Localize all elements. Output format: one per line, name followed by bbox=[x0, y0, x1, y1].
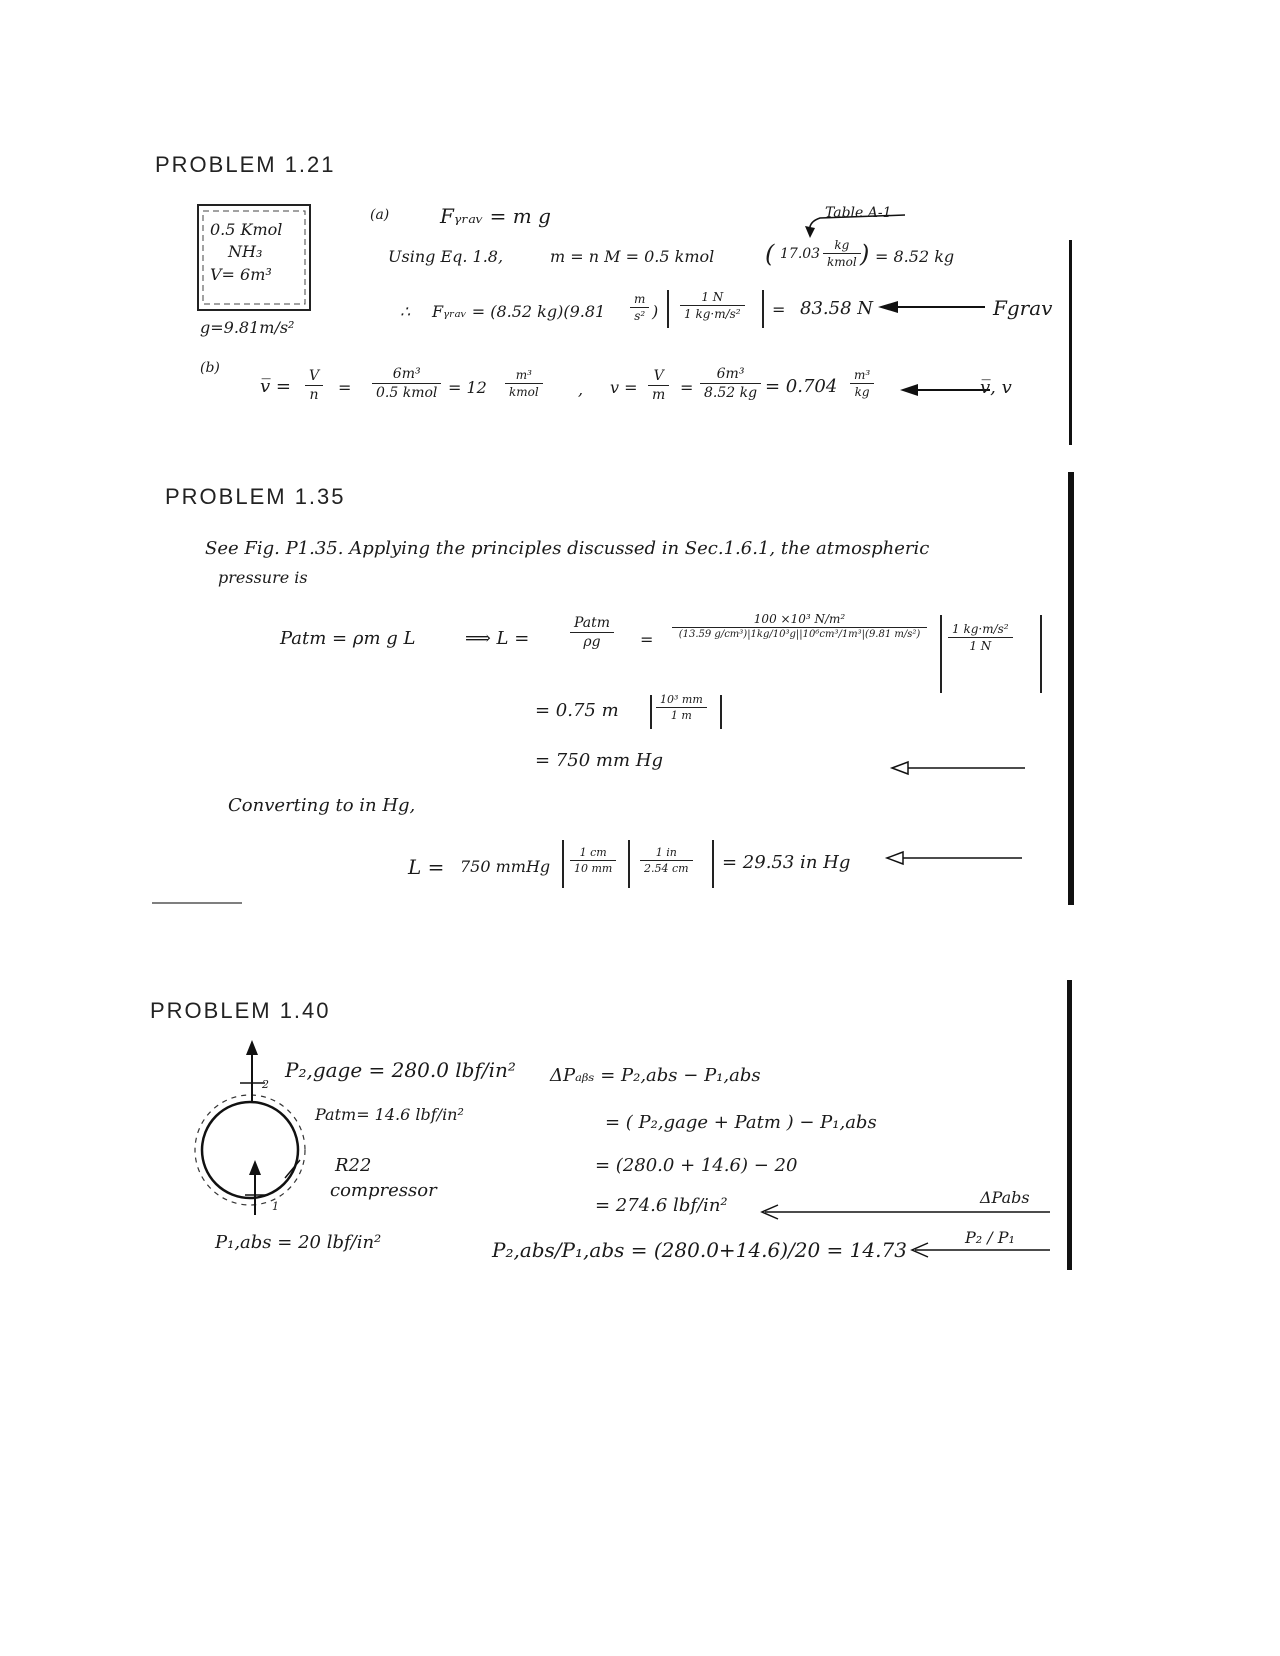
big-fraction bbox=[672, 612, 927, 640]
ratio-equation: P₂,abs/P₁,abs = (280.0+14.6)/20 = 14.73 bbox=[492, 1238, 907, 1262]
molar-mass: 17.03 bbox=[780, 246, 821, 262]
m-unit: m bbox=[630, 292, 649, 308]
six-m3-b: 6m³ bbox=[700, 366, 761, 384]
dp-line-2: = ( P₂,gage + Patm ) − P₁,abs bbox=[605, 1112, 877, 1133]
using-eq: Using Eq. 1.8, bbox=[388, 247, 504, 266]
compressor-circle bbox=[202, 1102, 298, 1198]
state-1-label: 1 bbox=[272, 1200, 279, 1213]
patm-value: Patm= 14.6 lbf/in² bbox=[315, 1105, 464, 1124]
V-over-n bbox=[305, 368, 323, 403]
ratio-answer-label: P₂ / P₁ bbox=[965, 1228, 1015, 1247]
box-amount: 0.5 Kmol bbox=[210, 220, 283, 239]
gravity-value: g=9.81m/s² bbox=[200, 318, 295, 337]
dp-line-1: ΔPₐᵦₛ = P₂,abs − P₁,abs bbox=[550, 1065, 761, 1086]
m-symbol: m bbox=[652, 387, 666, 403]
conv-bar-135-left bbox=[940, 615, 942, 693]
inlet-arrowhead bbox=[249, 1160, 261, 1175]
newton-conv-135 bbox=[948, 622, 1013, 653]
cm-conversion bbox=[570, 846, 616, 875]
therefore-symbol: ∴ bbox=[400, 302, 411, 321]
problem-1-40-title: PROBLEM 1.40 bbox=[150, 998, 331, 1023]
problem-1-35-title: PROBLEM 1.35 bbox=[165, 484, 346, 509]
m3-unit: m³ bbox=[505, 368, 543, 384]
mmhg-arrowhead bbox=[892, 762, 908, 774]
one-n-135: 1 N bbox=[969, 639, 992, 653]
equals-b1: = bbox=[338, 378, 352, 397]
v-answer-label: v̅, v bbox=[980, 377, 1012, 398]
intro-line-2: pressure is bbox=[218, 568, 308, 587]
cm-num: 1 cm bbox=[570, 846, 616, 861]
result-075m: = 0.75 m bbox=[535, 700, 619, 721]
comma-separator: , bbox=[578, 380, 584, 399]
margin-bar-2 bbox=[1068, 472, 1074, 905]
v-fraction bbox=[700, 366, 761, 401]
compressor-label: compressor bbox=[330, 1180, 437, 1201]
equals-135: = bbox=[640, 630, 654, 649]
mm-den: 1 m bbox=[670, 709, 692, 722]
newton-conversion bbox=[680, 290, 745, 321]
mm-num: 10³ mm bbox=[656, 693, 707, 708]
conv-bar-135-right bbox=[1040, 615, 1042, 693]
kg-unit-b: kg bbox=[854, 385, 870, 399]
patm-over-rhog bbox=[570, 615, 614, 650]
mm-conversion bbox=[656, 693, 707, 722]
kg-852: 8.52 kg bbox=[704, 385, 758, 401]
dp-line-3: = (280.0 + 14.6) − 20 bbox=[595, 1155, 798, 1176]
V-over-m bbox=[648, 368, 669, 403]
outlet-arrowhead bbox=[246, 1040, 258, 1055]
box-volume: V= 6m³ bbox=[210, 265, 272, 284]
table-note: Table A-1 bbox=[825, 205, 892, 221]
half-kmol: 0.5 kmol bbox=[376, 385, 438, 401]
V-symbol-2: V bbox=[648, 368, 669, 386]
state-2-label: 2 bbox=[262, 1078, 269, 1091]
in-den: 2.54 cm bbox=[644, 862, 689, 875]
equals-b2: = bbox=[680, 378, 694, 397]
table-arrowhead bbox=[805, 226, 815, 238]
equals-sign: = bbox=[772, 300, 786, 319]
big-numerator: 100 ×10³ N/m² bbox=[672, 612, 927, 628]
v-arrowhead bbox=[900, 384, 918, 396]
problem-1-21-title: PROBLEM 1.21 bbox=[155, 152, 336, 177]
paren-close-2: ) bbox=[652, 302, 659, 321]
p2-gage: P₂,gage = 280.0 lbf/in² bbox=[285, 1058, 516, 1082]
in-bar-right bbox=[712, 840, 714, 888]
converting-text: Converting to in Hg, bbox=[228, 795, 416, 816]
margin-bar-1 bbox=[1069, 240, 1072, 445]
kg-m-s2-135: 1 kg·m/s² bbox=[948, 622, 1013, 638]
dp-answer-label: ΔPabs bbox=[980, 1188, 1030, 1207]
patm-num: Patm bbox=[570, 615, 614, 633]
intro-line-1: See Fig. P1.35. Applying the principles discussed in Sec.1.6.1, the atmospheric bbox=[205, 538, 930, 559]
s2-unit: s² bbox=[634, 309, 646, 323]
cm-bar-left bbox=[562, 840, 564, 888]
paren-open: ( bbox=[765, 240, 775, 268]
in-conversion bbox=[640, 846, 693, 875]
mmhg-value: 750 mmHg bbox=[460, 857, 551, 876]
mm-bar-left bbox=[650, 695, 652, 729]
part-b-label: (b) bbox=[200, 360, 220, 376]
six-m3: 6m³ bbox=[372, 366, 441, 384]
fgrav-arrowhead bbox=[878, 301, 898, 313]
patm-equation: Patm = ρm g L bbox=[280, 628, 416, 649]
compressor-control-surface bbox=[195, 1095, 305, 1205]
v-lhs: v = bbox=[610, 378, 638, 397]
implies-L: ⟹ L = bbox=[465, 628, 530, 649]
accel-units bbox=[630, 292, 649, 323]
vbar-fraction bbox=[372, 366, 441, 401]
cm-den: 10 mm bbox=[574, 862, 613, 875]
result-750mmhg: = 750 mm Hg bbox=[535, 750, 663, 771]
part-a-label: (a) bbox=[370, 207, 390, 223]
rho-g: ρg bbox=[583, 634, 601, 650]
dp-line-4: = 274.6 lbf/in² bbox=[595, 1195, 728, 1216]
kg-m-s2: 1 kg·m/s² bbox=[684, 307, 741, 321]
vbar-result: = 12 bbox=[448, 378, 487, 397]
inhg-arrowhead bbox=[887, 852, 903, 864]
margin-bar-3 bbox=[1067, 980, 1072, 1270]
v-units bbox=[850, 368, 874, 399]
m3-unit-b: m³ bbox=[850, 368, 874, 384]
v-result: = 0.704 bbox=[765, 376, 838, 397]
mm-bar-right bbox=[720, 695, 722, 729]
L-result: = 29.53 in Hg bbox=[722, 852, 851, 873]
r22-pointer bbox=[285, 1160, 300, 1178]
L-equals: L = bbox=[408, 855, 445, 879]
fgrav-equation: Fᵧᵣₐᵥ = m g bbox=[440, 204, 551, 228]
p1-abs: P₁,abs = 20 lbf/in² bbox=[215, 1232, 382, 1253]
big-denominator: (13.59 g/cm³)|1kg/10³g||10⁶cm³/1m³|(9.81 m/s²) bbox=[678, 629, 921, 640]
kmol-unit: kmol bbox=[827, 255, 857, 269]
fgrav-calc: Fᵧᵣₐᵥ = (8.52 kg)(9.81 bbox=[432, 302, 606, 321]
mass-result: = 8.52 kg bbox=[875, 247, 955, 266]
box-substance: NH₃ bbox=[228, 242, 263, 261]
vbar-lhs: v̅ = bbox=[260, 376, 291, 397]
cm-bar-mid bbox=[628, 840, 630, 888]
n-symbol: n bbox=[309, 387, 319, 403]
molar-mass-units bbox=[823, 238, 861, 269]
vbar-units bbox=[505, 368, 543, 399]
paren-close: ) bbox=[860, 240, 870, 268]
fgrav-answer-label: Fgrav bbox=[993, 296, 1053, 320]
one-newton: 1 N bbox=[680, 290, 745, 306]
V-symbol: V bbox=[305, 368, 323, 386]
kg-unit: kg bbox=[823, 238, 861, 254]
in-num: 1 in bbox=[640, 846, 693, 861]
r22-label: R22 bbox=[335, 1155, 372, 1176]
conv-bar-left bbox=[667, 290, 669, 328]
conv-bar-right bbox=[762, 290, 764, 328]
kmol-unit-b: kmol bbox=[509, 385, 539, 399]
mass-equation: m = n M = 0.5 kmol bbox=[550, 247, 715, 266]
fgrav-result: 83.58 N bbox=[800, 298, 874, 319]
